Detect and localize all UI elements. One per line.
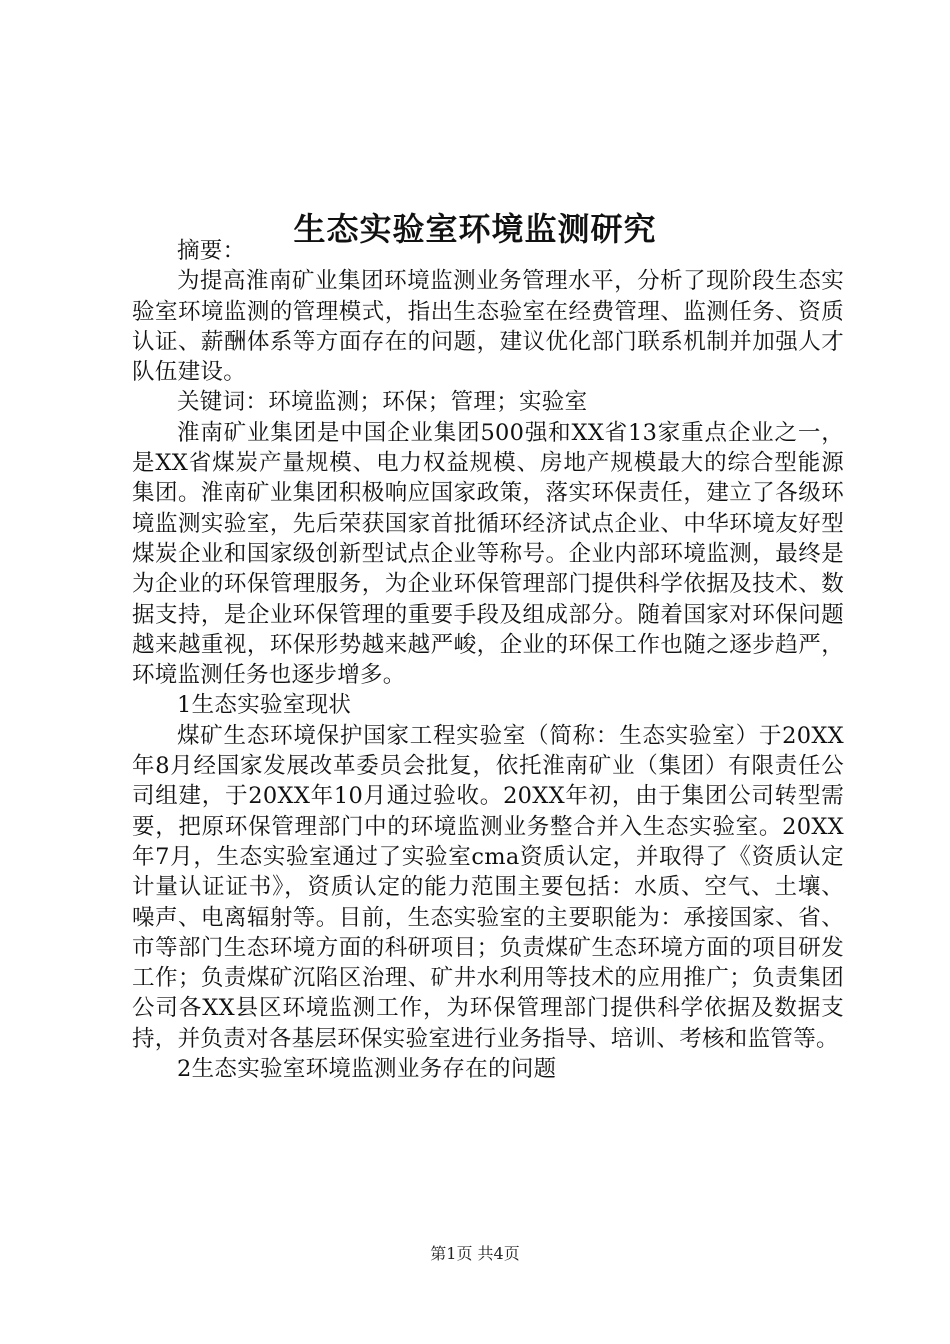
- abstract-label: 摘要：: [177, 238, 246, 264]
- document-body: [132, 236, 844, 1084]
- intro-paragraph: 淮南矿业集团是中国企业集团500强和XX省13家重点企业之一，是XX省煤炭产量规模、电力权益规模、房地产规模最大的综合型能源集团。淮南矿业集团积极响应国家政策，落实环保责任，建立了各级环境监测实验室，先后荣获国家首批循环经济试点企业、中华环境友好型煤炭企业和国家级创新型试点企业等称号。企业内部环境监测，最终是为企业的环保管理服务，为企业环保管理部门提供科学依据及技术、数据支持，是企业环保管理的重要手段及组成部分。随着国家对环保问题越来越重视，环保形势越来越严峻，企业的环保工作也随之逐步趋严，环境监测任务也逐步增多。: [132, 419, 844, 689]
- section-heading-1: 1生态实验室现状: [177, 692, 352, 719]
- abstract-paragraph: 为提高淮南矿业集团环境监测业务管理水平，分析了现阶段生态实验室环境监测的管理模式，指出生态验室在经费管理、监测任务、资质认证、薪酬体系等方面存在的问题，建议优化部门联系机制并加强人才队伍建设。: [132, 268, 844, 386]
- document-title: 生态实验室环境监测研究: [293, 210, 657, 249]
- page-footer: 第1页 共4页: [430, 1244, 520, 1263]
- section-1-paragraph: 煤矿生态环境保护国家工程实验室（简称：生态实验室）于20XX年8月经国家发展改革委员会批复，依托淮南矿业（集团）有限责任公司组建，于20XX年10月通过验收。20XX年初，由于集团公司转型需要，把原环保管理部门中的环境监测业务整合并入生态实验室。20XX年7月，生态实验室通过了实验室cma资质认定，并取得了《资质认定计量认证证书》，资质认定的能力范围主要包括：水质、空气、土壤、噪声、电离辐射等。目前，生态实验室的主要职能为：承接国家、省、市等部门生态环境方面的科研项目；负责煤矿生态环境方面的项目研发工作；负责煤矿沉陷区治理、矿井水利用等技术的应用推广；负责集团公司各XX县区环境监测工作，为环保管理部门提供科学依据及数据支持，并负责对各基层环保实验室进行业务指导、培训、考核和监管等。: [132, 722, 844, 1052]
- section-heading-2: 2生态实验室环境监测业务存在的问题: [177, 1056, 557, 1083]
- keywords-paragraph: 关键词：环境监测；环保；管理；实验室: [177, 389, 588, 416]
